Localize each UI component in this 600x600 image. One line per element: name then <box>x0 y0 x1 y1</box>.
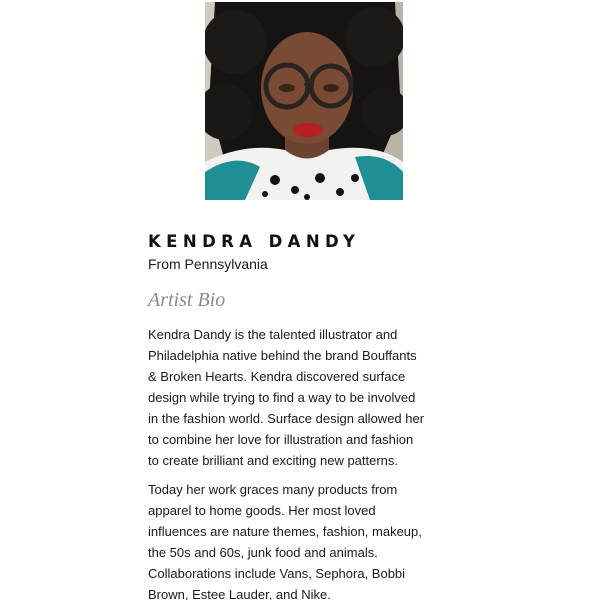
bio-paragraph-1-line: design while trying to find a way to be involved <box>148 390 416 405</box>
bio-paragraph-2-line: Collaborations include Vans, Sephora, Bobbi <box>148 566 406 581</box>
bio-paragraph-2 <box>148 479 468 600</box>
bio-paragraph-2-line: apparel to home goods. Her most loved <box>148 503 376 518</box>
bio-paragraph-1-line: Philadelphia native behind the brand Bouffants <box>148 348 417 363</box>
artist-portrait-photo <box>205 2 403 200</box>
artist-bio-heading: Artist Bio <box>148 289 226 311</box>
artist-location: From Pennsylvania <box>148 256 268 272</box>
bio-paragraph-2-line: Brown, Estee Lauder, and Nike. <box>148 587 331 600</box>
bio-paragraph-2-line: influences are nature themes, fashion, makeup, <box>148 524 422 539</box>
bio-paragraph-1-line: in the fashion world. Surface design allowed her <box>148 411 425 426</box>
bio-paragraph-2-line: the 50s and 60s, junk food and animals. <box>148 545 378 560</box>
bio-paragraph-1-line: Kendra Dandy is the talented illustrator and <box>148 327 398 342</box>
bio-paragraph-1-line: to combine her love for illustration and fashion <box>148 432 414 447</box>
bio-paragraph-1-line: & Broken Hearts. Kendra discovered surface <box>148 369 406 384</box>
bio-paragraph-1 <box>148 324 468 471</box>
bio-paragraph-2-line: Today her work graces many products from <box>148 482 398 497</box>
bio-paragraph-1-line: to create brilliant and exciting new patterns. <box>148 453 399 468</box>
artist-name: KENDRA DANDY <box>148 232 361 251</box>
